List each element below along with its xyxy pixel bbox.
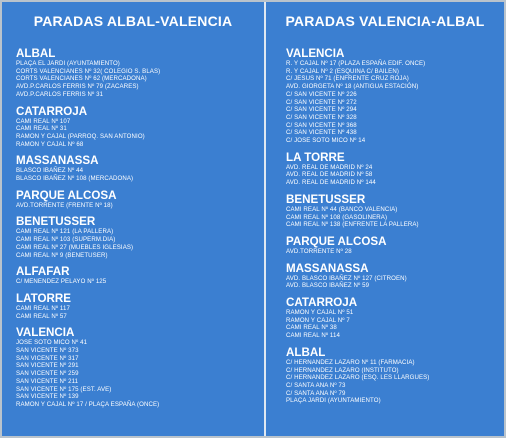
stop-item: CAMI REAL Nº 31 (16, 125, 67, 133)
stop-item: C/ JOSE SOTO MICO Nº 14 (286, 137, 366, 145)
stop-item: PLAÇA JARDI (AYUNTAMIENTO) (286, 397, 381, 405)
stop-item: AVD.P.CARLOS FERRIS Nº 31 (16, 90, 104, 98)
stop-item: AVD. REAL DE MADRID Nº 58 (286, 171, 373, 179)
stop-item: RAMON Y CAJAL (PARROQ. SAN ANTONIO) (16, 132, 145, 140)
town-name: CATARROJA (286, 296, 358, 310)
stop-item: C/ HERNANDEZ LAZARO (ESQ. LES LLARGUES) (286, 374, 430, 382)
town-block (286, 296, 503, 340)
stop-item: SAN VICENTE Nº 317 (16, 354, 79, 362)
stop-item: CAMI REAL Nº 138 (ENFRENTE LA PALLERA) (286, 221, 419, 229)
stop-item: R. Y CAJAL Nº 17 (PLAZA ESPAÑA EDIF. ONCE) (286, 60, 426, 67)
town-name: ALFAFAR (16, 265, 70, 279)
stop-item: CAMI REAL Nº 57 (16, 312, 67, 320)
stop-item: JOSE SOTO MICO Nº 41 (16, 339, 88, 347)
stop-item: AVD. BLASCO IBAÑEZ Nº 59 (286, 282, 370, 290)
stop-item: C/ SAN VICENTE Nº 368 (286, 121, 357, 129)
stop-item: C/ HERNANDEZ LAZARO (INSTITUTO) (286, 366, 399, 374)
stop-item: CAMI REAL Nº 114 (286, 332, 340, 340)
stop-item: SAN VICENTE Nº 139 (16, 393, 79, 401)
town-list (5, 47, 261, 409)
town-name: MASSANASSA (16, 154, 99, 168)
town-name: MASSANASSA (286, 261, 369, 275)
town-name: BENETUSSER (286, 192, 366, 206)
stop-item: SAN VICENTE Nº 259 (16, 370, 79, 378)
town-block (286, 193, 503, 229)
town-block (286, 47, 503, 145)
stop-item: AVD.TORRENTE Nº 28 (286, 247, 352, 255)
stop-item: BLASCO IBAÑEZ Nº 108 (MERCADONA) (16, 175, 134, 183)
stop-item: C/ SAN VICENTE Nº 226 (286, 90, 357, 98)
stop-item: PLAÇA EL JARDI (AYUNTAMIENTO) (16, 60, 120, 67)
town-block (16, 105, 261, 149)
stop-item: C/ SAN VICENTE Nº 438 (286, 129, 357, 137)
stop-item: C/ HERNANDEZ LAZARO Nº 11 (FARMACIA) (286, 358, 415, 366)
stop-item: C/ MENENDEZ PELAYO Nº 125 (16, 278, 107, 286)
town-name: LA TORRE (286, 150, 345, 164)
column-title: PARADAS ALBAL-VALENCIA (33, 13, 233, 29)
town-name: VALENCIA (286, 47, 345, 60)
town-block (16, 265, 261, 286)
town-block (286, 235, 503, 256)
stop-item: BLASCO IBAÑEZ Nº 44 (16, 167, 84, 175)
town-list (267, 47, 503, 405)
town-name: VALENCIA (16, 326, 75, 340)
town-name: PARQUE ALCOSA (16, 188, 117, 202)
stop-item: RAMON Y CAJAL Nº 7 (286, 316, 350, 324)
stop-item: RAMON Y CAJAL Nº 17 / PLAÇA ESPAÑA (ONCE) (16, 400, 160, 408)
stop-item: CAMI REAL Nº 27 (MUEBLES IGLESIAS) (16, 243, 134, 251)
stop-item: AVD.P.CARLOS FERRIS Nº 79 (ZACARES) (16, 83, 139, 91)
stop-item: AVD.TORRENTE (FRENTE Nº 18) (16, 201, 113, 209)
column-title: PARADAS VALENCIA-ALBAL (285, 13, 485, 29)
stop-item: C/ SANTA ANA Nº 79 (286, 389, 346, 397)
town-name: ALBAL (16, 47, 56, 60)
town-name: ALBAL (286, 345, 326, 359)
stop-item: CORTS VALENCIANES Nº 62 (MERCADONA) (16, 75, 147, 83)
town-name: BENETUSSER (16, 215, 96, 229)
stop-item: CAMI REAL Nº 103 (SUPERM.DIA) (16, 236, 116, 244)
town-name: CATARROJA (16, 104, 88, 118)
stop-item: CAMI REAL Nº 9 (BENETUSER) (16, 251, 108, 259)
stop-item: C/ SAN VICENTE Nº 272 (286, 98, 357, 106)
stop-item: CAMI REAL Nº 44 (BANCO VALENCIA) (286, 205, 398, 213)
town-name: LATORRE (16, 291, 71, 305)
stop-item: C/ SANTA ANA Nº 73 (286, 381, 346, 389)
town-block (16, 215, 261, 259)
town-block (16, 47, 261, 99)
town-block (16, 326, 261, 408)
stop-item: CAMI REAL Nº 117 (16, 304, 70, 312)
town-block (286, 262, 503, 290)
town-block (286, 151, 503, 187)
stop-item: R. Y CAJAL Nº 2 (ESQUINA C/ BAILEN) (286, 67, 399, 75)
column-divider (264, 2, 266, 436)
stop-item: C/ JESUS Nº 71 (ENFRENTE CRUZ ROJA) (286, 75, 409, 83)
stop-item: SAN VICENTE Nº 175 (EST. AVE) (16, 385, 112, 393)
stop-item: C/ SAN VICENTE Nº 328 (286, 113, 357, 121)
town-block (16, 292, 261, 320)
stop-item: CAMI REAL Nº 108 (GASOLINERA) (286, 213, 388, 221)
stop-item: CAMI REAL Nº 107 (16, 117, 71, 125)
town-block (286, 346, 503, 405)
town-name: PARQUE ALCOSA (286, 234, 387, 248)
stop-item: RAMON Y CAJAL Nº 68 (16, 140, 84, 148)
stop-item: CORTS VALENCIANES Nº 32( COLEGIO S. BLAS) (16, 67, 161, 75)
valencia-albal-column (267, 4, 503, 434)
stop-item: AVD. BLASCO IBAÑEZ Nº 127 (CITROEN) (286, 274, 407, 282)
stop-item: C/ SAN VICENTE Nº 294 (286, 106, 357, 114)
albal-valencia-column (5, 4, 261, 434)
town-block (16, 189, 261, 210)
stop-item: SAN VICENTE Nº 291 (16, 362, 79, 370)
stop-item: AVD. REAL DE MADRID Nº 24 (286, 163, 373, 171)
stop-item: AVD. GIORGETA Nº 18 (ANTIGUA ESTACIÓN) (286, 83, 419, 91)
stop-item: SAN VICENTE Nº 211 (16, 377, 79, 385)
stop-item: RAMON Y CAJAL Nº 51 (286, 309, 354, 317)
stop-item: AVD. REAL DE MADRID Nº 144 (286, 179, 376, 187)
stop-item: SAN VICENTE Nº 373 (16, 347, 79, 355)
stop-item: CAMI REAL Nº 121 (LA PALLERA) (16, 228, 114, 236)
stop-item: CAMI REAL Nº 38 (286, 324, 337, 332)
town-block (16, 154, 261, 182)
